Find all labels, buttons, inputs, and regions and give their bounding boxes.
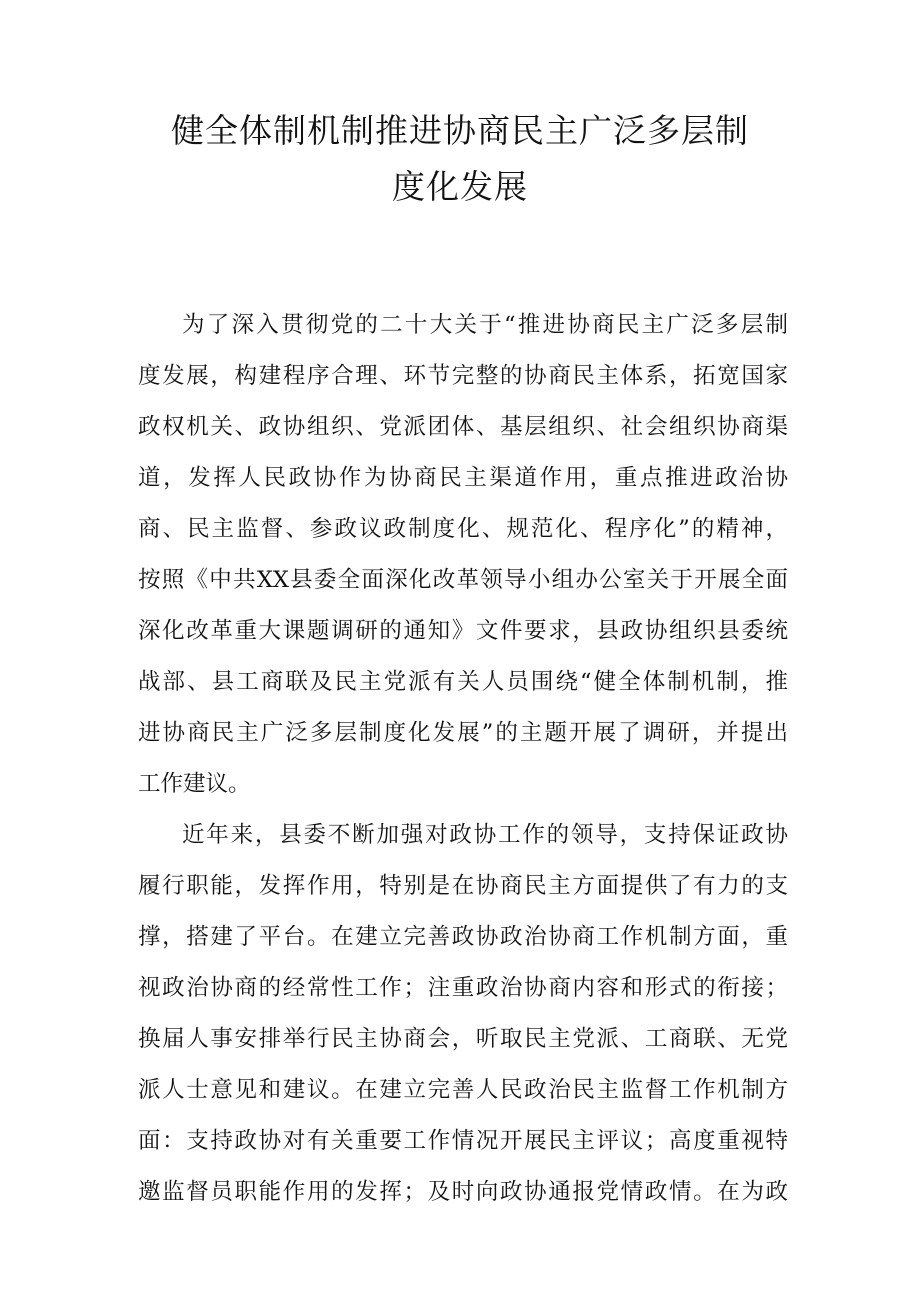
paragraph [138,300,788,810]
paragraph-line: 商、民主监督、参政议政制度化、规范化、程序化”的精神， [138,516,788,542]
paragraph-line: 深化改革重大课题调研的通知》文件要求，县政协组织县委统 [138,618,788,644]
paragraph-line: 面：支持政协对有关重要工作情况开展民主评议；高度重视特 [138,1128,788,1154]
title-line: 度化发展 [392,167,528,206]
paragraph-line: 进协商民主广泛多层制度化发展”的主题开展了调研，并提出 [138,720,788,746]
paragraph-line: 为了深入贯彻党的二十大关于“推进协商民主广泛多层制 [182,312,788,338]
paragraph-line: 工作建议。 [138,771,251,797]
document-title [150,103,770,215]
paragraph-line: 按照《中共XX县委全面深化改革领导小组办公室关于开展全面 [138,567,788,593]
paragraph-line: 邀监督员职能作用的发挥；及时向政协通报党情政情。在为政 [138,1179,788,1205]
paragraph-line: 政权机关、政协组织、党派团体、基层组织、社会组织协商渠 [138,414,788,440]
paragraph-line: 视政治协商的经常性工作；注重政治协商内容和形式的衔接； [138,975,788,1001]
paragraph-line: 战部、县工商联及民主党派有关人员围绕“健全体制机制，推 [138,669,788,695]
paragraph [138,810,788,1218]
paragraph-line: 撑，搭建了平台。在建立完善政协政治协商工作机制方面，重 [138,924,788,950]
paragraph-line: 派人士意见和建议。在建立完善人民政治民主监督工作机制方 [138,1077,788,1103]
paragraph-line: 换届人事安排举行民主协商会，听取民主党派、工商联、无党 [138,1026,788,1052]
paragraph-line: 履行职能，发挥作用，特别是在协商民主方面提供了有力的支 [138,873,788,899]
document-body [138,300,788,1218]
paragraph-line: 度发展，构建程序合理、环节完整的协商民主体系，拓宽国家 [138,363,788,389]
paragraph-line: 道，发挥人民政协作为协商民主渠道作用，重点推进政治协 [138,465,788,491]
title-line: 健全体制机制推进协商民主广泛多层制 [171,111,749,150]
paragraph-line: 近年来，县委不断加强对政协工作的领导，支持保证政协 [182,822,788,848]
